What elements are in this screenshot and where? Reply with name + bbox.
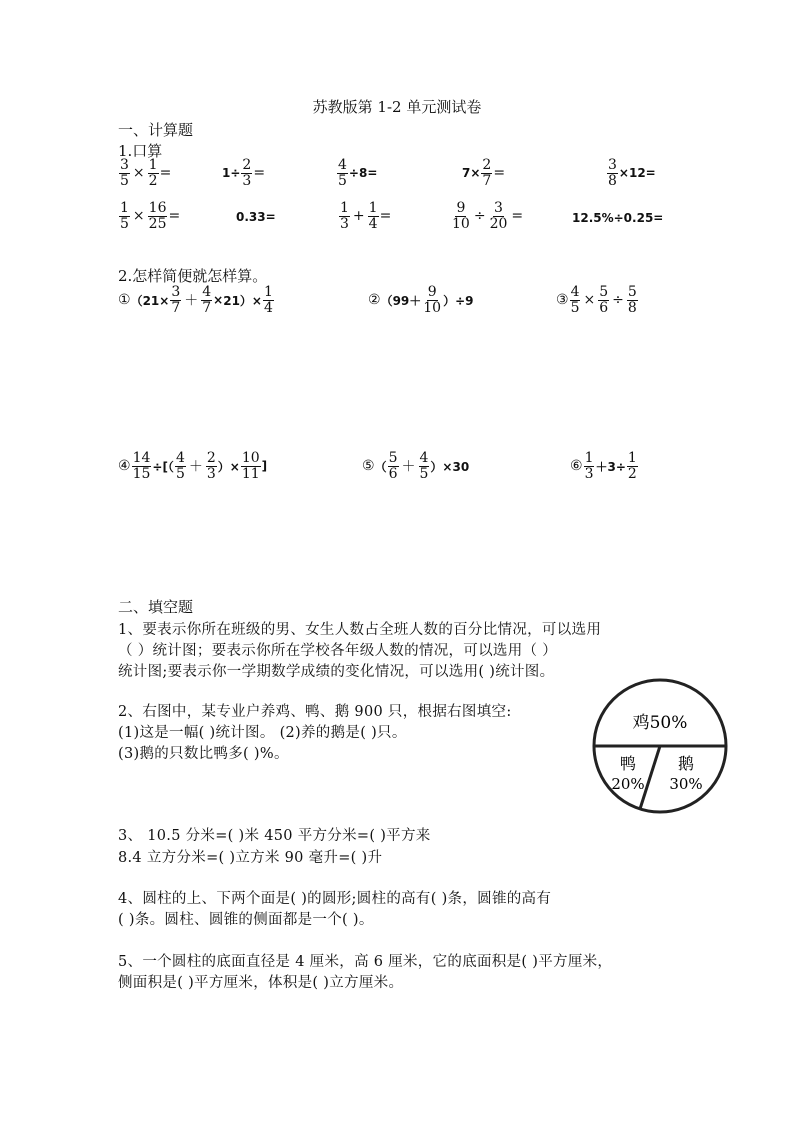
fraction: $\frac{5}{6}$ <box>599 284 609 316</box>
equals-sign: = <box>379 208 392 225</box>
oral-item-10: 12.5%÷0.25= <box>572 211 664 225</box>
oral-item-3: $\frac{4}{5}$ ÷8= <box>338 157 378 189</box>
fraction: $\frac{4}{5}$ <box>570 284 580 316</box>
fraction: $\frac{5}{8}$ <box>627 284 637 316</box>
simplify-item-2: ② （99＋ $\frac{9}{10}$ ）÷9 <box>368 284 474 316</box>
pie-label-chicken: 鸡50% <box>632 713 688 733</box>
simplify-item-5: ⑤ （ $\frac{5}{6}$ ＋ $\frac{4}{5}$ ）×30 <box>362 450 470 482</box>
fraction: $\frac{5}{6}$ <box>388 450 398 482</box>
fraction: $\frac{14}{15}$ <box>132 450 151 482</box>
times-sign: × <box>132 165 145 182</box>
fraction: $\frac{3}{7}$ <box>171 284 181 316</box>
times-sign: × <box>132 208 145 225</box>
fraction: $\frac{2}{3}$ <box>206 450 216 482</box>
question-5-line-2: 侧面积是( )平方厘米，体积是( )立方厘米。 <box>118 975 404 991</box>
question-4-line-1: 4、圆柱的上、下两个面是( )的圆形;圆柱的高有( )条，圆锥的高有 <box>118 891 552 907</box>
oral-item-5: $\frac{3}{8}$ ×12= <box>608 157 656 189</box>
question-2-line-3: (3)鹅的只数比鸭多( )%。 <box>118 746 289 762</box>
oral-item-8 <box>338 201 391 231</box>
fraction: $\frac{16}{25}$ <box>148 200 167 232</box>
fraction: $\frac{2}{7}$ <box>482 157 492 189</box>
pie-label-duck-name: 鸭 <box>619 754 637 773</box>
question-5-line-1: 5、一个圆柱的底面直径是 4 厘米，高 6 厘米，它的底面积是( )平方厘米， <box>118 954 613 970</box>
fraction: $\frac{1}{2}$ <box>627 450 637 482</box>
question-3-line-2: 8.4 立方分米=( )立方米 90 毫升=( )升 <box>118 850 383 866</box>
fraction: $\frac{1}{5}$ <box>120 200 129 232</box>
fraction: $\frac{3}{5}$ <box>120 157 129 189</box>
pie-chart <box>590 676 730 816</box>
plus-sign: ＋ <box>184 293 199 310</box>
divide-sign: ÷ <box>612 292 624 309</box>
simplify-item-4: ④ $\frac{14}{15}$ ÷[（ $\frac{4}{5}$ ＋ $\frac{2}{3}$ ）× $\frac{10}{11}$ ] <box>118 450 268 482</box>
equals-sign: = <box>168 208 181 225</box>
oral-item-6 <box>118 201 180 231</box>
fraction: $\frac{1}{2}$ <box>148 157 158 189</box>
fraction: $\frac{3}{8}$ <box>608 157 617 189</box>
simplify-heading: 2.怎样简便就怎样算。 <box>118 267 268 285</box>
equals-sign: = <box>511 208 524 225</box>
plus-sign: ＋ <box>188 459 203 476</box>
question-1-line-1: 1、要表示你所在班级的男、女生人数占全班人数的百分比情况，可以选用 <box>118 622 602 638</box>
fraction: $\frac{1}{4}$ <box>264 284 273 316</box>
question-3-line-1: 3、 10.5 分米=( )米 450 平方分米=( )平方来 <box>118 828 431 844</box>
simplify-item-1: ① （21× $\frac{3}{7}$ ＋ $\frac{4}{7}$ × 21）× $\frac{1}{4}$ <box>118 284 273 316</box>
fraction: $\frac{10}{11}$ <box>241 450 260 482</box>
oral-calc-heading: 1.口算 <box>118 142 163 160</box>
divide-sign: ÷ <box>473 208 486 225</box>
oral-item-9 <box>450 201 525 231</box>
plus-sign: + <box>352 208 365 225</box>
oral-item-1 <box>118 158 171 188</box>
question-2-line-2: (1)这是一幅( )统计图。 (2)养的鹅是( )只。 <box>118 725 407 741</box>
pie-label-goose-pct: 30% <box>669 775 703 793</box>
fraction: $\frac{1}{3}$ <box>340 200 349 232</box>
question-1-line-2: （ ）统计图；要表示你所在学校各年级人数的情况，可以选用（ ） <box>118 643 558 659</box>
fraction: $\frac{4}{5}$ <box>175 450 185 482</box>
section-fill-heading: 二、填空题 <box>118 598 194 616</box>
fraction: $\frac{9}{10}$ <box>452 200 470 232</box>
simplify-item-3: ③ $\frac{4}{5}$ × $\frac{5}{6}$ ÷ $\frac{5}{8}$ <box>556 284 637 316</box>
fraction: $\frac{1}{3}$ <box>584 450 594 482</box>
plus-sign: ＋ <box>401 459 416 476</box>
fraction: $\frac{3}{20}$ <box>489 200 508 232</box>
fraction: $\frac{4}{7}$ <box>202 284 212 316</box>
equals-sign: = <box>493 165 506 182</box>
question-4-line-2: ( )条。圆柱、圆锥的侧面都是一个( )。 <box>118 912 374 928</box>
equals-sign: = <box>253 165 266 182</box>
fraction: $\frac{4}{5}$ <box>338 157 347 189</box>
pie-label-duck-pct: 20% <box>611 775 645 793</box>
page-title: 苏教版第 1-2 单元测试卷 <box>312 98 482 116</box>
fraction: $\frac{4}{5}$ <box>419 450 429 482</box>
section-calc-heading: 一、计算题 <box>118 121 194 139</box>
pie-label-goose-name: 鹅 <box>677 754 695 773</box>
times-sign: × <box>583 292 596 309</box>
fraction: $\frac{1}{4}$ <box>368 200 378 232</box>
oral-item-4: 7× $\frac{2}{7}$ = <box>462 157 506 189</box>
times-sign: × <box>213 293 224 308</box>
oral-item-2: 1÷ $\frac{2}{3}$ = <box>222 157 266 189</box>
simplify-item-6: ⑥ $\frac{1}{3}$ ＋3÷ $\frac{1}{2}$ <box>570 450 637 482</box>
fraction: $\frac{9}{10}$ <box>423 284 442 316</box>
equals-sign: = <box>159 165 172 182</box>
oral-item-7: 0.3 3 = <box>236 210 276 224</box>
question-1-line-3: 统计图;要表示你一学期数学成绩的变化情况，可以选用( )统计图。 <box>118 664 555 680</box>
fraction: $\frac{2}{3}$ <box>242 157 252 189</box>
question-2-line-1: 2、右图中，某专业户养鸡、鸭、鹅 900 只，根据右图填空: <box>118 704 512 720</box>
